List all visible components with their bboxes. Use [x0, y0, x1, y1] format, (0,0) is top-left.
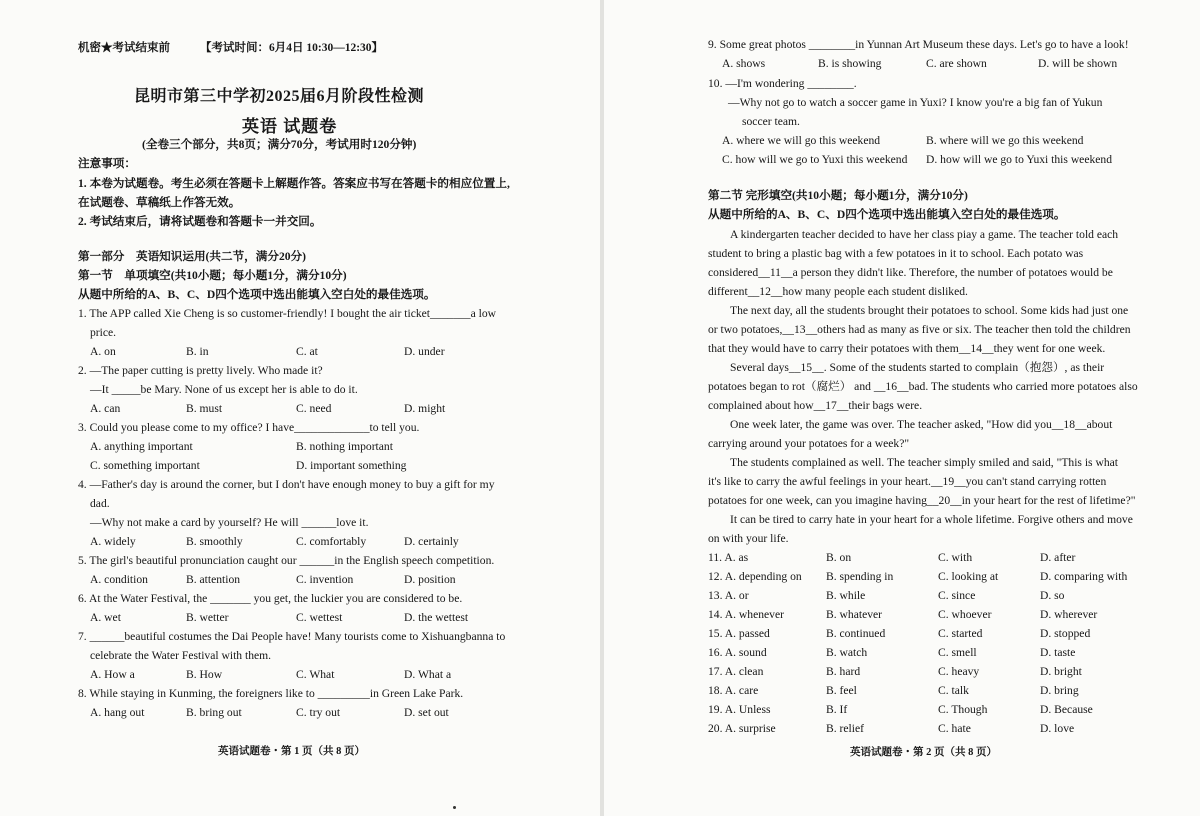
question-9-line: 9. Some great photos ________in Yunnan Art Museum these days. Let's go to have a look! [708, 38, 1129, 51]
passage-line: The students complained as well. The teacher simply smiled and said, "This is what [730, 456, 1118, 469]
passage-line: different__12__how many people each student disliked. [708, 285, 968, 298]
question-4-line: —Why not make a card by yourself? He will ______love it. [90, 516, 369, 529]
passage-line: Several days__15__. Some of the students started to complain（抱怨）, as their [730, 361, 1105, 374]
option: B. in [186, 345, 209, 358]
question-4-line: 4. —Father's day is around the corner, but I don't have enough money to buy a gift for my [78, 478, 495, 491]
option: D. how will we go to Yuxi this weekend [926, 153, 1113, 166]
option: C. comfortably [296, 535, 367, 548]
cloze-option: C. looking at [938, 570, 999, 583]
option: D. position [404, 573, 456, 586]
page-2-footer: 英语试题卷・第 2 页（共 8 页） [850, 747, 997, 758]
cloze-option: 20. A. surprise [708, 722, 776, 735]
option: C. wettest [296, 611, 343, 624]
cloze-option: C. talk [938, 684, 969, 697]
cloze-option: D. wherever [1040, 608, 1098, 621]
passage-line: A kindergarten teacher decided to have her class piay a game. The teacher told each [730, 228, 1119, 241]
question-7-line: celebrate the Water Festival with them. [90, 649, 272, 662]
option: D. will be shown [1038, 57, 1118, 70]
question-10-line: —Why not go to watch a soccer game in Yuxi? I know you're a big fan of Yukun [728, 96, 1103, 109]
option: B. must [186, 402, 223, 415]
passage-line: One week later, the game was over. The teacher asked, "How did you__18__about [730, 418, 1113, 431]
option: D. might [404, 402, 446, 415]
question-10-line: 10. —I'm wondering ________. [708, 77, 857, 90]
question-2-line: —It _____be Mary. None of us except her is able to do it. [90, 383, 358, 396]
note-line: 1. 本卷为试题卷。考生必须在答题卡上解题作答。答案应书写在答题卡的相应位置上, [78, 177, 510, 190]
paper-title: 英语 试题卷 [242, 117, 338, 136]
part1-heading: 第一部分 英语知识运用(共二节，满分20分) [78, 250, 307, 263]
cloze-option: B. on [826, 551, 852, 564]
cloze-option: C. started [938, 627, 983, 640]
option: A. How a [90, 668, 135, 681]
school-title: 昆明市第三中学初2025届6月阶段性检测 [134, 88, 425, 105]
option: B. nothing important [296, 440, 393, 453]
option: A. where we will go this weekend [722, 134, 881, 147]
question-4-line: dad. [90, 497, 110, 510]
cloze-option: 16. A. sound [708, 646, 767, 659]
question-1-line: 1. The APP called Xie Cheng is so customer-friendly! I bought the air ticket_______a low [78, 307, 497, 320]
cloze-option: 13. A. or [708, 589, 749, 602]
option: C. are shown [926, 57, 987, 70]
passage-line: considered__11__a person they didn't like. Therefore, the number of potatoes would be [708, 266, 1113, 279]
cloze-option: D. bring [1040, 684, 1079, 697]
option: D. set out [404, 706, 449, 719]
cloze-option: B. while [826, 589, 866, 602]
cloze-option: C. since [938, 589, 976, 602]
cloze-option: B. If [826, 703, 848, 716]
cloze-option: B. spending in [826, 570, 894, 583]
option: D. important something [296, 459, 407, 472]
cloze-option: B. continued [826, 627, 886, 640]
passage-line: potatoes for one week, can you imagine having__20__in your heart for the rest of lifetime?" [708, 494, 1136, 507]
cloze-option: 12. A. depending on [708, 570, 802, 583]
option: A. hang out [90, 706, 145, 719]
cloze-option: D. Because [1040, 703, 1093, 716]
passage-line: carrying around your potatoes for a week?" [708, 437, 910, 450]
option: B. How [186, 668, 223, 681]
cloze-option: D. bright [1040, 665, 1082, 678]
option: B. is showing [818, 57, 882, 70]
cloze-option: C. Though [938, 703, 988, 716]
option: C. at [296, 345, 318, 358]
option: C. What [296, 668, 335, 681]
cloze-option: 17. A. clean [708, 665, 764, 678]
paper-info: (全卷三个部分，共8页；满分70分，考试用时120分钟) [142, 138, 417, 151]
passage-line: that they would have to carry their potatoes with them__14__they went for one week. [708, 342, 1106, 355]
passage-line: It can be tired to carry hate in your heart for a whole lifetime. Forgive others and move [730, 513, 1133, 526]
scan-speck [453, 806, 456, 809]
option: C. need [296, 402, 332, 415]
cloze-option: 15. A. passed [708, 627, 770, 640]
option: D. under [404, 345, 445, 358]
cloze-option: D. comparing with [1040, 570, 1128, 583]
option: B. bring out [186, 706, 242, 719]
passage-line: or two potatoes,__13__others had as many as five or six. The teacher then told the children [708, 323, 1131, 336]
question-6-line: 6. At the Water Festival, the _______ you get, the luckier you are considered to be. [78, 592, 463, 605]
note-line: 2. 考试结束后，请将试题卷和答题卡一并交回。 [78, 215, 322, 228]
cloze-option: D. so [1040, 589, 1065, 602]
option: C. something important [90, 459, 200, 472]
cloze-option: D. taste [1040, 646, 1076, 659]
option: D. the wettest [404, 611, 469, 624]
option: D. certainly [404, 535, 459, 548]
page-1-footer: 英语试题卷・第 1 页（共 8 页） [218, 746, 365, 757]
option: A. can [90, 402, 121, 415]
cloze-option: 18. A. care [708, 684, 759, 697]
option: A. condition [90, 573, 148, 586]
question-1-line: price. [90, 326, 117, 339]
cloze-option: B. feel [826, 684, 857, 697]
confidential-label: 机密★考试结束前 [78, 42, 170, 54]
section1-instruction: 从题中所给的A、B、C、D四个选项中选出能填入空白处的最佳选项。 [78, 288, 436, 301]
option: C. how will we go to Yuxi this weekend [722, 153, 908, 166]
cloze-option: B. watch [826, 646, 868, 659]
option: A. shows [722, 57, 766, 70]
cloze-option: C. heavy [938, 665, 980, 678]
option: B. smoothly [186, 535, 243, 548]
cloze-option: 19. A. Unless [708, 703, 771, 716]
question-10-line: soccer team. [742, 115, 800, 128]
cloze-option: B. whatever [826, 608, 883, 621]
option: B. wetter [186, 611, 229, 624]
option: D. What a [404, 668, 452, 681]
cloze-option: D. after [1040, 551, 1076, 564]
question-3-line: 3. Could you please come to my office? I have_____________to tell you. [78, 421, 420, 434]
cloze-option: C. smell [938, 646, 977, 659]
option: A. widely [90, 535, 136, 548]
cloze-option: C. hate [938, 722, 971, 735]
section1-heading: 第一节 单项填空(共10小题；每小题1分，满分10分) [78, 269, 347, 282]
cloze-option: D. love [1040, 722, 1075, 735]
option: A. anything important [90, 440, 193, 453]
notes-heading: 注意事项： [78, 157, 136, 170]
option: C. try out [296, 706, 341, 719]
cloze-option: 11. A. as [708, 551, 749, 564]
option: A. wet [90, 611, 121, 624]
question-7-line: 7. ______beautiful costumes the Dai People have! Many tourists come to Xishuangbanna to [78, 630, 506, 643]
passage-line: complained about how__17__their bags were. [708, 399, 923, 412]
question-2-line: 2. —The paper cutting is pretty lively. Who made it? [78, 364, 323, 377]
cloze-option: C. with [938, 551, 973, 564]
question-5-line: 5. The girl's beautiful pronunciation caught our ______in the English speech competition. [78, 554, 495, 567]
question-8-line: 8. While staying in Kunming, the foreigners like to _________in Green Lake Park. [78, 687, 464, 700]
option: B. where will we go this weekend [926, 134, 1084, 147]
exam-time: 【考试时间：6月4日 10:30—12:30】 [200, 42, 384, 54]
cloze-option: D. stopped [1040, 627, 1091, 640]
passage-line: on with your life. [708, 532, 789, 545]
passage-line: potatoes began to rot（腐烂） and __16__bad. The students who carried more potatoes also [708, 380, 1138, 393]
passage-line: it's like to carry the awful feelings in your heart.__19__you can't stand carrying rotten [708, 475, 1107, 488]
passage-line: student to bring a plastic bag with a few potatoes in it to school. Each potato was [708, 247, 1084, 260]
cloze-option: B. relief [826, 722, 864, 735]
option: A. on [90, 345, 116, 358]
note-line: 在试题卷、草稿纸上作答无效。 [78, 196, 241, 209]
option: B. attention [186, 573, 241, 586]
passage-line: The next day, all the students brought their potatoes to school. Some kids had just one [730, 304, 1129, 317]
cloze-option: B. hard [826, 665, 861, 678]
cloze-option: C. whoever [938, 608, 992, 621]
section2-instruction: 从题中所给的A、B、C、D四个选项中选出能填入空白处的最佳选项。 [708, 208, 1066, 221]
section2-heading: 第二节 完形填空(共10小题；每小题1分，满分10分) [708, 189, 968, 202]
cloze-option: 14. A. whenever [708, 608, 784, 621]
option: C. invention [296, 573, 354, 586]
